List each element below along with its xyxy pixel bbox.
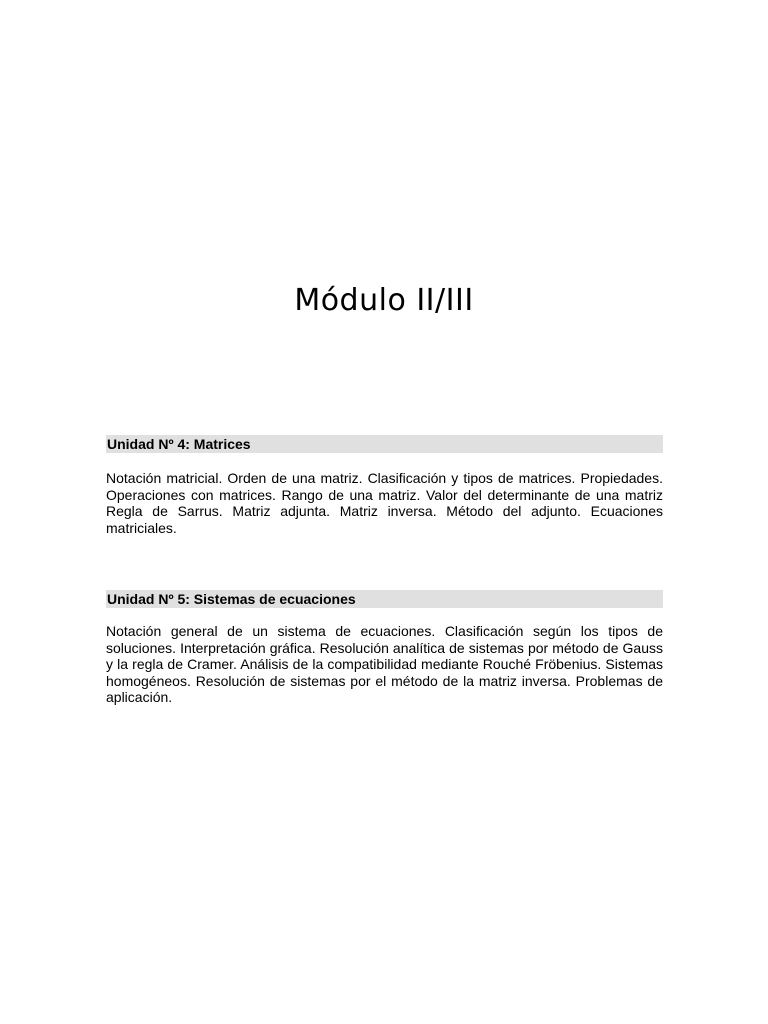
module-title: Módulo II/III (294, 283, 474, 318)
unit-section-5 (106, 590, 663, 720)
unit-section-4 (106, 435, 663, 550)
unit-heading: Unidad Nº 5: Sistemas de ecuaciones (106, 590, 663, 608)
unit-description: Notación general de un sistema de ecuaciones. Clasificación según los tipos de soluciones. Interpretación gráfica. Resolución analítica de sistemas por método de Gauss y la regla de Cramer. Análisis de la compatibilidad mediante Rouché Fröbenius. Sistemas homogéneos. Resolución de sistemas por el método de la matriz inversa. Problemas de aplicación. (106, 623, 663, 705)
unit-description: Notación matricial. Orden de una matriz. Clasificación y tipos de matrices. Propiedades. Operaciones con matrices. Rango de una matriz. Valor del determinante de una matriz Regla de Sarrus. Matriz adjunta. Matriz inversa. Método del adjunto. Ecuaciones matriciales. (106, 470, 663, 536)
unit-heading: Unidad Nº 4: Matrices (106, 435, 663, 453)
